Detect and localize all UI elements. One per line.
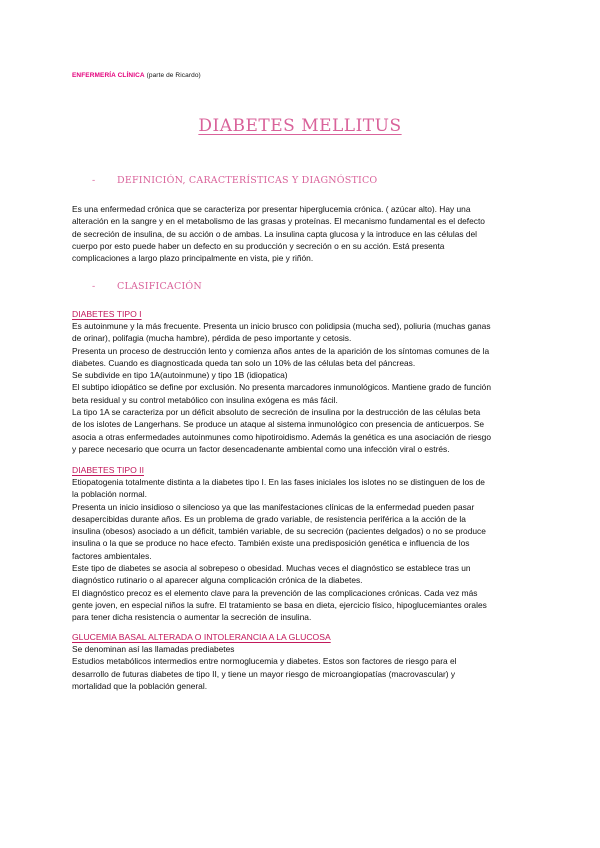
text-line: Es autoinmune y la más frecuente. Presenta un inicio brusco con polidipsia (mucha sed), poliuria (muchas ganas [72,321,491,331]
text-line: la población normal. [72,489,147,500]
text-line: alteración en la sangre y en el metabolismo de las grasas y proteínas. El mecanismo fundamental es el defecto [72,216,485,227]
text-line: de los islotes de Langerhans. Se produce un ataque al sistema inmunológico con presencia de anticuerpos. Se [72,419,485,430]
section-heading-classification [92,281,202,292]
text-line: Estudios metabólicos intermedios entre normoglucemia y diabetes. Estos son factores de riesgo para el [72,656,457,667]
text-line: La tipo 1A se caracteriza por un déficit absoluto de secreción de insulina por la destrucción de las células beta [72,407,481,418]
type1-paragraph [72,320,527,455]
section-heading-label: DEFINICIÓN, CARACTERÍSTICAS Y DIAGNÓSTICO [117,175,378,186]
page-title: DIABETES MELLITUS [198,116,402,136]
text-line: diabetes. Cuando es diagnosticada queda tan solo un 10% de las células beta del páncreas. [72,357,416,368]
text-line: El subtipo idiopático se define por exclusión. No presenta marcadores inmunológicos. Mantiene grado de función [72,382,491,393]
text-line: Presenta un proceso de destrucción lento y comienza años antes de la aparición de los síntomas comunes de la [72,345,490,356]
text-line: Etiopatogenia totalmente distinta a la diabetes tipo I. En las fases iniciales los islotes no se distinguen de los de [72,477,485,487]
bullet-dash: - [92,175,96,186]
text-line: cuerpo por esto puede haber un defecto en su producción y secreción o en su acción. Está presenta [72,240,445,251]
text-line: de orinar), polifagia (mucha hambre), pérdida de peso importante y cetosis. [72,333,352,344]
text-line: mortalidad que la población general. [72,680,208,691]
section-heading-definition [92,175,378,186]
text-line: Este tipo de diabetes se asocia al sobrepeso o obesidad. Muchas veces el diagnóstico se establece tras un [72,563,471,574]
type2-paragraph [72,476,527,624]
bullet-dash: - [92,281,96,292]
text-line: diagnóstico rutinario o al aparecer alguna complicación crónica de la diabetes. [72,575,363,586]
text-line: insulina o la que se produce no hace efecto. También existe una predisposición genética e influencia de los [72,538,470,549]
subheading-glucemia: GLUCEMIA BASAL ALTERADA O INTOLERANCIA A LA GLUCOSA [72,632,331,642]
text-line: y parece necesario que ocurra un factor desencadenante ambiental como una infección viral o estrés. [72,443,450,454]
text-line: para tener dicha resistencia o aumentar la secreción de insulina. [72,612,312,623]
text-line: Se denominan así las llamadas prediabetes [72,644,235,654]
text-line: factores ambientales. [72,550,152,561]
glucemia-paragraph [72,643,527,692]
text-line: beta residual y su control metabólico con insulina exógena es más fácil. [72,394,338,405]
subheading-type1: DIABETES TIPO I [72,309,142,319]
text-line: El diagnóstico precoz es el elemento clave para la prevención de las complicaciones crónicas. Cada vez más [72,587,478,598]
text-line: insulina (obesos) asociado a un déficit, también variable, de su secreción (pacientes delgados) o no se produce [72,526,486,537]
definition-paragraph [72,203,527,264]
header-brand: ENFERMERÍA CLÍNICA [72,72,145,79]
text-line: gente joven, en especial niños la sufre. El tratamiento se basa en dieta, ejercicio físico, hipoglucemiantes orales [72,599,487,610]
text-line: desarrollo de futuras diabetes de tipo II, y tiene un mayor riesgo de microangiopatías (macrovascular) y [72,668,456,679]
document-header [72,72,201,79]
text-line: complicaciones a largo plazo principalmente en vista, pie y riñón. [72,253,314,264]
text-line: Se subdivide en tipo 1A(autoinmune) y tipo 1B (idiopatica) [72,370,288,381]
text-line: asocia a otras enfermedades autoinmunes como hipotiroidismo. Además la genética es una asociación de riesgo [72,431,491,442]
text-line: de secreción de insulina, de su acción o de ambas. La insulina capta glucosa y la introduce en las células del [72,228,478,239]
text-line: desapercibidas durante años. Es un problema de grado variable, de resistencia periférica a la acción de la [72,513,466,524]
section-heading-label: CLASIFICACIÓN [117,281,202,292]
text-line: Es una enfermedad crónica que se caracteriza por presentar hiperglucemia crónica. ( azúcar alto). Hay una [72,204,471,214]
text-line: Presenta un inicio insidioso o silencioso ya que las manifestaciones clínicas de la enfermedad pueden pasar [72,501,475,512]
subheading-type2: DIABETES TIPO II [72,465,144,475]
header-subtitle: (parte de Ricardo) [146,72,201,79]
